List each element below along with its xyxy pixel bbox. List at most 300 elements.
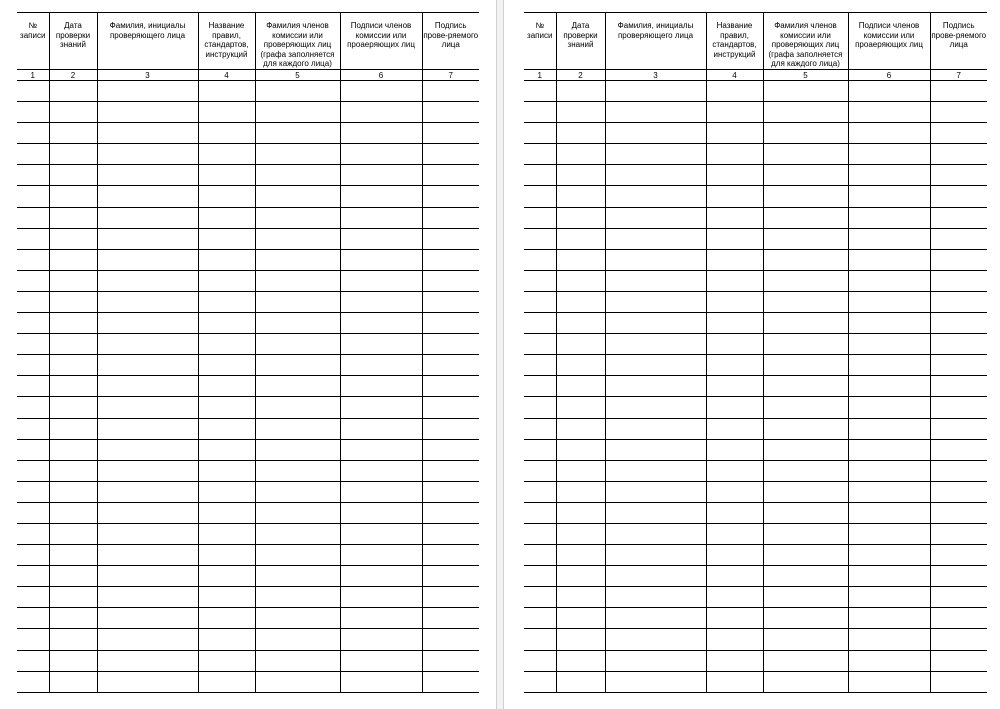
journal-entry-cell[interactable] — [340, 608, 422, 629]
journal-entry-cell[interactable] — [524, 523, 556, 544]
journal-entry-cell[interactable] — [524, 291, 556, 312]
journal-entry-cell[interactable] — [340, 355, 422, 376]
journal-entry-cell[interactable] — [97, 228, 198, 249]
journal-entry-cell[interactable] — [930, 123, 987, 144]
journal-entry-cell[interactable] — [848, 291, 930, 312]
journal-entry-cell[interactable] — [556, 207, 605, 228]
journal-entry-cell[interactable] — [49, 376, 97, 397]
journal-entry-cell[interactable] — [930, 291, 987, 312]
journal-entry-cell[interactable] — [17, 460, 49, 481]
journal-entry-cell[interactable] — [930, 376, 987, 397]
journal-entry-cell[interactable] — [340, 249, 422, 270]
journal-entry-cell[interactable] — [706, 249, 763, 270]
journal-entry-cell[interactable] — [340, 376, 422, 397]
journal-entry-cell[interactable] — [198, 545, 255, 566]
journal-entry-cell[interactable] — [97, 397, 198, 418]
journal-entry-cell[interactable] — [340, 165, 422, 186]
journal-entry-cell[interactable] — [97, 587, 198, 608]
journal-entry-cell[interactable] — [340, 144, 422, 165]
journal-entry-cell[interactable] — [556, 313, 605, 334]
journal-entry-cell[interactable] — [556, 545, 605, 566]
journal-entry-cell[interactable] — [49, 313, 97, 334]
journal-entry-cell[interactable] — [556, 566, 605, 587]
journal-entry-cell[interactable] — [524, 629, 556, 650]
journal-entry-cell[interactable] — [49, 397, 97, 418]
journal-entry-cell[interactable] — [524, 376, 556, 397]
journal-entry-cell[interactable] — [556, 334, 605, 355]
journal-entry-cell[interactable] — [556, 186, 605, 207]
journal-entry-cell[interactable] — [340, 207, 422, 228]
journal-entry-cell[interactable] — [17, 502, 49, 523]
journal-entry-cell[interactable] — [706, 334, 763, 355]
journal-entry-cell[interactable] — [605, 249, 706, 270]
journal-entry-cell[interactable] — [198, 270, 255, 291]
journal-entry-cell[interactable] — [422, 629, 479, 650]
journal-entry-cell[interactable] — [97, 291, 198, 312]
journal-entry-cell[interactable] — [706, 291, 763, 312]
journal-entry-cell[interactable] — [198, 671, 255, 692]
journal-entry-cell[interactable] — [255, 587, 340, 608]
journal-entry-cell[interactable] — [255, 481, 340, 502]
journal-entry-cell[interactable] — [340, 397, 422, 418]
journal-entry-cell[interactable] — [930, 334, 987, 355]
journal-entry-cell[interactable] — [930, 228, 987, 249]
journal-entry-cell[interactable] — [255, 123, 340, 144]
journal-entry-cell[interactable] — [49, 355, 97, 376]
journal-entry-cell[interactable] — [763, 671, 848, 692]
journal-entry-cell[interactable] — [556, 460, 605, 481]
journal-entry-cell[interactable] — [255, 270, 340, 291]
journal-entry-cell[interactable] — [605, 144, 706, 165]
journal-entry-cell[interactable] — [556, 671, 605, 692]
journal-entry-cell[interactable] — [340, 102, 422, 123]
journal-entry-cell[interactable] — [848, 165, 930, 186]
journal-entry-cell[interactable] — [255, 418, 340, 439]
journal-entry-cell[interactable] — [198, 587, 255, 608]
journal-entry-cell[interactable] — [556, 228, 605, 249]
journal-entry-cell[interactable] — [17, 291, 49, 312]
journal-entry-cell[interactable] — [706, 397, 763, 418]
journal-entry-cell[interactable] — [17, 144, 49, 165]
journal-entry-cell[interactable] — [17, 207, 49, 228]
journal-entry-cell[interactable] — [605, 334, 706, 355]
journal-entry-cell[interactable] — [340, 334, 422, 355]
journal-entry-cell[interactable] — [848, 102, 930, 123]
journal-entry-cell[interactable] — [422, 270, 479, 291]
journal-entry-cell[interactable] — [605, 376, 706, 397]
journal-entry-cell[interactable] — [706, 629, 763, 650]
journal-entry-cell[interactable] — [17, 418, 49, 439]
journal-entry-cell[interactable] — [763, 629, 848, 650]
journal-entry-cell[interactable] — [556, 376, 605, 397]
journal-entry-cell[interactable] — [255, 650, 340, 671]
journal-entry-cell[interactable] — [556, 523, 605, 544]
journal-entry-cell[interactable] — [763, 376, 848, 397]
journal-entry-cell[interactable] — [198, 102, 255, 123]
journal-entry-cell[interactable] — [198, 123, 255, 144]
journal-entry-cell[interactable] — [848, 334, 930, 355]
journal-entry-cell[interactable] — [524, 102, 556, 123]
journal-entry-cell[interactable] — [930, 397, 987, 418]
journal-entry-cell[interactable] — [763, 249, 848, 270]
journal-entry-cell[interactable] — [706, 228, 763, 249]
journal-entry-cell[interactable] — [605, 186, 706, 207]
journal-entry-cell[interactable] — [17, 671, 49, 692]
journal-entry-cell[interactable] — [97, 207, 198, 228]
journal-entry-cell[interactable] — [17, 566, 49, 587]
journal-entry-cell[interactable] — [17, 313, 49, 334]
journal-entry-cell[interactable] — [848, 587, 930, 608]
journal-entry-cell[interactable] — [556, 502, 605, 523]
journal-entry-cell[interactable] — [763, 228, 848, 249]
journal-entry-cell[interactable] — [763, 123, 848, 144]
journal-entry-cell[interactable] — [605, 123, 706, 144]
journal-entry-cell[interactable] — [49, 418, 97, 439]
journal-entry-cell[interactable] — [930, 587, 987, 608]
journal-entry-cell[interactable] — [605, 207, 706, 228]
journal-entry-cell[interactable] — [422, 566, 479, 587]
journal-entry-cell[interactable] — [524, 228, 556, 249]
journal-entry-cell[interactable] — [255, 334, 340, 355]
journal-entry-cell[interactable] — [706, 102, 763, 123]
journal-entry-cell[interactable] — [605, 502, 706, 523]
journal-entry-cell[interactable] — [605, 671, 706, 692]
journal-entry-cell[interactable] — [198, 313, 255, 334]
journal-entry-cell[interactable] — [706, 481, 763, 502]
journal-entry-cell[interactable] — [422, 334, 479, 355]
journal-entry-cell[interactable] — [706, 355, 763, 376]
journal-entry-cell[interactable] — [605, 439, 706, 460]
journal-entry-cell[interactable] — [556, 608, 605, 629]
journal-entry-cell[interactable] — [706, 523, 763, 544]
journal-entry-cell[interactable] — [422, 460, 479, 481]
journal-entry-cell[interactable] — [49, 334, 97, 355]
journal-entry-cell[interactable] — [556, 629, 605, 650]
journal-entry-cell[interactable] — [605, 545, 706, 566]
journal-entry-cell[interactable] — [848, 81, 930, 102]
journal-entry-cell[interactable] — [255, 291, 340, 312]
journal-entry-cell[interactable] — [848, 186, 930, 207]
journal-entry-cell[interactable] — [17, 629, 49, 650]
journal-entry-cell[interactable] — [17, 81, 49, 102]
journal-entry-cell[interactable] — [706, 460, 763, 481]
journal-entry-cell[interactable] — [422, 545, 479, 566]
journal-entry-cell[interactable] — [422, 481, 479, 502]
journal-entry-cell[interactable] — [198, 376, 255, 397]
journal-entry-cell[interactable] — [17, 439, 49, 460]
journal-entry-cell[interactable] — [17, 397, 49, 418]
journal-entry-cell[interactable] — [605, 102, 706, 123]
journal-entry-cell[interactable] — [706, 545, 763, 566]
journal-entry-cell[interactable] — [97, 608, 198, 629]
journal-entry-cell[interactable] — [524, 313, 556, 334]
journal-entry-cell[interactable] — [706, 671, 763, 692]
journal-entry-cell[interactable] — [340, 313, 422, 334]
journal-entry-cell[interactable] — [556, 144, 605, 165]
journal-entry-cell[interactable] — [848, 207, 930, 228]
journal-entry-cell[interactable] — [763, 102, 848, 123]
journal-entry-cell[interactable] — [198, 608, 255, 629]
journal-entry-cell[interactable] — [49, 81, 97, 102]
journal-entry-cell[interactable] — [524, 566, 556, 587]
journal-entry-cell[interactable] — [848, 460, 930, 481]
journal-entry-cell[interactable] — [198, 144, 255, 165]
journal-entry-cell[interactable] — [763, 587, 848, 608]
journal-entry-cell[interactable] — [422, 249, 479, 270]
journal-entry-cell[interactable] — [848, 650, 930, 671]
journal-entry-cell[interactable] — [17, 228, 49, 249]
journal-entry-cell[interactable] — [97, 376, 198, 397]
journal-entry-cell[interactable] — [706, 186, 763, 207]
journal-entry-cell[interactable] — [706, 587, 763, 608]
journal-entry-cell[interactable] — [763, 418, 848, 439]
journal-entry-cell[interactable] — [97, 334, 198, 355]
journal-entry-cell[interactable] — [422, 671, 479, 692]
journal-entry-cell[interactable] — [524, 608, 556, 629]
journal-entry-cell[interactable] — [848, 523, 930, 544]
journal-entry-cell[interactable] — [930, 144, 987, 165]
journal-entry-cell[interactable] — [97, 123, 198, 144]
journal-entry-cell[interactable] — [340, 566, 422, 587]
journal-entry-cell[interactable] — [848, 439, 930, 460]
journal-entry-cell[interactable] — [422, 439, 479, 460]
journal-entry-cell[interactable] — [930, 460, 987, 481]
journal-entry-cell[interactable] — [198, 186, 255, 207]
journal-entry-cell[interactable] — [340, 270, 422, 291]
journal-entry-cell[interactable] — [255, 439, 340, 460]
journal-entry-cell[interactable] — [524, 502, 556, 523]
journal-entry-cell[interactable] — [198, 291, 255, 312]
journal-entry-cell[interactable] — [763, 608, 848, 629]
journal-entry-cell[interactable] — [422, 228, 479, 249]
journal-entry-cell[interactable] — [198, 439, 255, 460]
journal-entry-cell[interactable] — [706, 123, 763, 144]
journal-entry-cell[interactable] — [556, 418, 605, 439]
journal-entry-cell[interactable] — [49, 566, 97, 587]
journal-entry-cell[interactable] — [706, 566, 763, 587]
journal-entry-cell[interactable] — [340, 460, 422, 481]
journal-entry-cell[interactable] — [848, 313, 930, 334]
journal-entry-cell[interactable] — [706, 439, 763, 460]
journal-entry-cell[interactable] — [255, 102, 340, 123]
journal-entry-cell[interactable] — [763, 144, 848, 165]
journal-entry-cell[interactable] — [17, 481, 49, 502]
journal-entry-cell[interactable] — [605, 629, 706, 650]
journal-entry-cell[interactable] — [930, 545, 987, 566]
journal-entry-cell[interactable] — [556, 102, 605, 123]
journal-entry-cell[interactable] — [422, 144, 479, 165]
journal-entry-cell[interactable] — [763, 334, 848, 355]
journal-entry-cell[interactable] — [605, 81, 706, 102]
journal-entry-cell[interactable] — [255, 81, 340, 102]
journal-entry-cell[interactable] — [255, 608, 340, 629]
journal-entry-cell[interactable] — [49, 439, 97, 460]
journal-entry-cell[interactable] — [49, 587, 97, 608]
journal-entry-cell[interactable] — [49, 144, 97, 165]
journal-entry-cell[interactable] — [848, 376, 930, 397]
journal-entry-cell[interactable] — [848, 418, 930, 439]
journal-entry-cell[interactable] — [198, 228, 255, 249]
journal-entry-cell[interactable] — [763, 502, 848, 523]
journal-entry-cell[interactable] — [524, 355, 556, 376]
journal-entry-cell[interactable] — [524, 186, 556, 207]
journal-entry-cell[interactable] — [524, 165, 556, 186]
journal-entry-cell[interactable] — [49, 207, 97, 228]
journal-entry-cell[interactable] — [524, 418, 556, 439]
journal-entry-cell[interactable] — [605, 566, 706, 587]
journal-entry-cell[interactable] — [930, 418, 987, 439]
journal-entry-cell[interactable] — [763, 165, 848, 186]
journal-entry-cell[interactable] — [97, 81, 198, 102]
journal-entry-cell[interactable] — [605, 523, 706, 544]
journal-entry-cell[interactable] — [848, 355, 930, 376]
journal-entry-cell[interactable] — [848, 144, 930, 165]
journal-entry-cell[interactable] — [97, 249, 198, 270]
journal-entry-cell[interactable] — [930, 249, 987, 270]
journal-entry-cell[interactable] — [763, 566, 848, 587]
journal-entry-cell[interactable] — [97, 481, 198, 502]
journal-entry-cell[interactable] — [255, 523, 340, 544]
journal-entry-cell[interactable] — [605, 270, 706, 291]
journal-entry-cell[interactable] — [706, 608, 763, 629]
journal-entry-cell[interactable] — [930, 81, 987, 102]
journal-entry-cell[interactable] — [422, 376, 479, 397]
journal-entry-cell[interactable] — [422, 123, 479, 144]
journal-entry-cell[interactable] — [524, 270, 556, 291]
journal-entry-cell[interactable] — [49, 102, 97, 123]
journal-entry-cell[interactable] — [524, 334, 556, 355]
journal-entry-cell[interactable] — [605, 460, 706, 481]
journal-entry-cell[interactable] — [49, 291, 97, 312]
journal-entry-cell[interactable] — [524, 123, 556, 144]
journal-entry-cell[interactable] — [706, 81, 763, 102]
journal-entry-cell[interactable] — [848, 397, 930, 418]
journal-entry-cell[interactable] — [763, 81, 848, 102]
journal-entry-cell[interactable] — [198, 502, 255, 523]
journal-entry-cell[interactable] — [524, 545, 556, 566]
journal-entry-cell[interactable] — [198, 207, 255, 228]
journal-entry-cell[interactable] — [763, 460, 848, 481]
journal-entry-cell[interactable] — [255, 313, 340, 334]
journal-entry-cell[interactable] — [848, 270, 930, 291]
journal-entry-cell[interactable] — [706, 418, 763, 439]
journal-entry-cell[interactable] — [848, 545, 930, 566]
journal-entry-cell[interactable] — [198, 418, 255, 439]
journal-entry-cell[interactable] — [198, 334, 255, 355]
journal-entry-cell[interactable] — [49, 460, 97, 481]
journal-entry-cell[interactable] — [49, 629, 97, 650]
journal-entry-cell[interactable] — [605, 397, 706, 418]
journal-entry-cell[interactable] — [340, 545, 422, 566]
journal-entry-cell[interactable] — [255, 249, 340, 270]
journal-entry-cell[interactable] — [556, 355, 605, 376]
journal-entry-cell[interactable] — [848, 481, 930, 502]
journal-entry-cell[interactable] — [524, 207, 556, 228]
journal-entry-cell[interactable] — [97, 186, 198, 207]
journal-entry-cell[interactable] — [17, 334, 49, 355]
journal-entry-cell[interactable] — [49, 228, 97, 249]
journal-entry-cell[interactable] — [556, 587, 605, 608]
journal-entry-cell[interactable] — [17, 608, 49, 629]
journal-entry-cell[interactable] — [49, 671, 97, 692]
journal-entry-cell[interactable] — [524, 397, 556, 418]
journal-entry-cell[interactable] — [763, 207, 848, 228]
journal-entry-cell[interactable] — [524, 249, 556, 270]
journal-entry-cell[interactable] — [848, 629, 930, 650]
journal-entry-cell[interactable] — [17, 587, 49, 608]
journal-entry-cell[interactable] — [17, 186, 49, 207]
journal-entry-cell[interactable] — [605, 313, 706, 334]
journal-entry-cell[interactable] — [255, 545, 340, 566]
journal-entry-cell[interactable] — [198, 81, 255, 102]
journal-entry-cell[interactable] — [255, 376, 340, 397]
journal-entry-cell[interactable] — [255, 165, 340, 186]
journal-entry-cell[interactable] — [198, 165, 255, 186]
journal-entry-cell[interactable] — [556, 481, 605, 502]
journal-entry-cell[interactable] — [49, 123, 97, 144]
journal-entry-cell[interactable] — [763, 313, 848, 334]
journal-entry-cell[interactable] — [848, 228, 930, 249]
journal-entry-cell[interactable] — [524, 144, 556, 165]
journal-entry-cell[interactable] — [340, 123, 422, 144]
journal-entry-cell[interactable] — [763, 186, 848, 207]
journal-entry-cell[interactable] — [49, 270, 97, 291]
journal-entry-cell[interactable] — [930, 629, 987, 650]
journal-entry-cell[interactable] — [556, 439, 605, 460]
journal-entry-cell[interactable] — [706, 144, 763, 165]
journal-entry-cell[interactable] — [340, 418, 422, 439]
journal-entry-cell[interactable] — [97, 144, 198, 165]
journal-entry-cell[interactable] — [556, 81, 605, 102]
journal-entry-cell[interactable] — [524, 439, 556, 460]
journal-entry-cell[interactable] — [17, 249, 49, 270]
journal-entry-cell[interactable] — [422, 587, 479, 608]
journal-entry-cell[interactable] — [17, 376, 49, 397]
journal-entry-cell[interactable] — [605, 587, 706, 608]
journal-entry-cell[interactable] — [340, 629, 422, 650]
journal-entry-cell[interactable] — [17, 650, 49, 671]
journal-entry-cell[interactable] — [340, 523, 422, 544]
journal-entry-cell[interactable] — [556, 397, 605, 418]
journal-entry-cell[interactable] — [605, 608, 706, 629]
journal-entry-cell[interactable] — [97, 545, 198, 566]
journal-entry-cell[interactable] — [255, 144, 340, 165]
journal-entry-cell[interactable] — [930, 523, 987, 544]
journal-entry-cell[interactable] — [340, 81, 422, 102]
journal-entry-cell[interactable] — [848, 608, 930, 629]
journal-entry-cell[interactable] — [97, 460, 198, 481]
journal-entry-cell[interactable] — [763, 481, 848, 502]
journal-entry-cell[interactable] — [706, 165, 763, 186]
journal-entry-cell[interactable] — [524, 671, 556, 692]
journal-entry-cell[interactable] — [422, 608, 479, 629]
journal-entry-cell[interactable] — [605, 355, 706, 376]
journal-entry-cell[interactable] — [930, 186, 987, 207]
journal-entry-cell[interactable] — [422, 165, 479, 186]
journal-entry-cell[interactable] — [255, 207, 340, 228]
journal-entry-cell[interactable] — [17, 523, 49, 544]
journal-entry-cell[interactable] — [255, 502, 340, 523]
journal-entry-cell[interactable] — [848, 502, 930, 523]
journal-entry-cell[interactable] — [340, 650, 422, 671]
journal-entry-cell[interactable] — [340, 291, 422, 312]
journal-entry-cell[interactable] — [49, 249, 97, 270]
journal-entry-cell[interactable] — [198, 481, 255, 502]
journal-entry-cell[interactable] — [556, 123, 605, 144]
journal-entry-cell[interactable] — [763, 355, 848, 376]
journal-entry-cell[interactable] — [17, 355, 49, 376]
journal-entry-cell[interactable] — [340, 228, 422, 249]
